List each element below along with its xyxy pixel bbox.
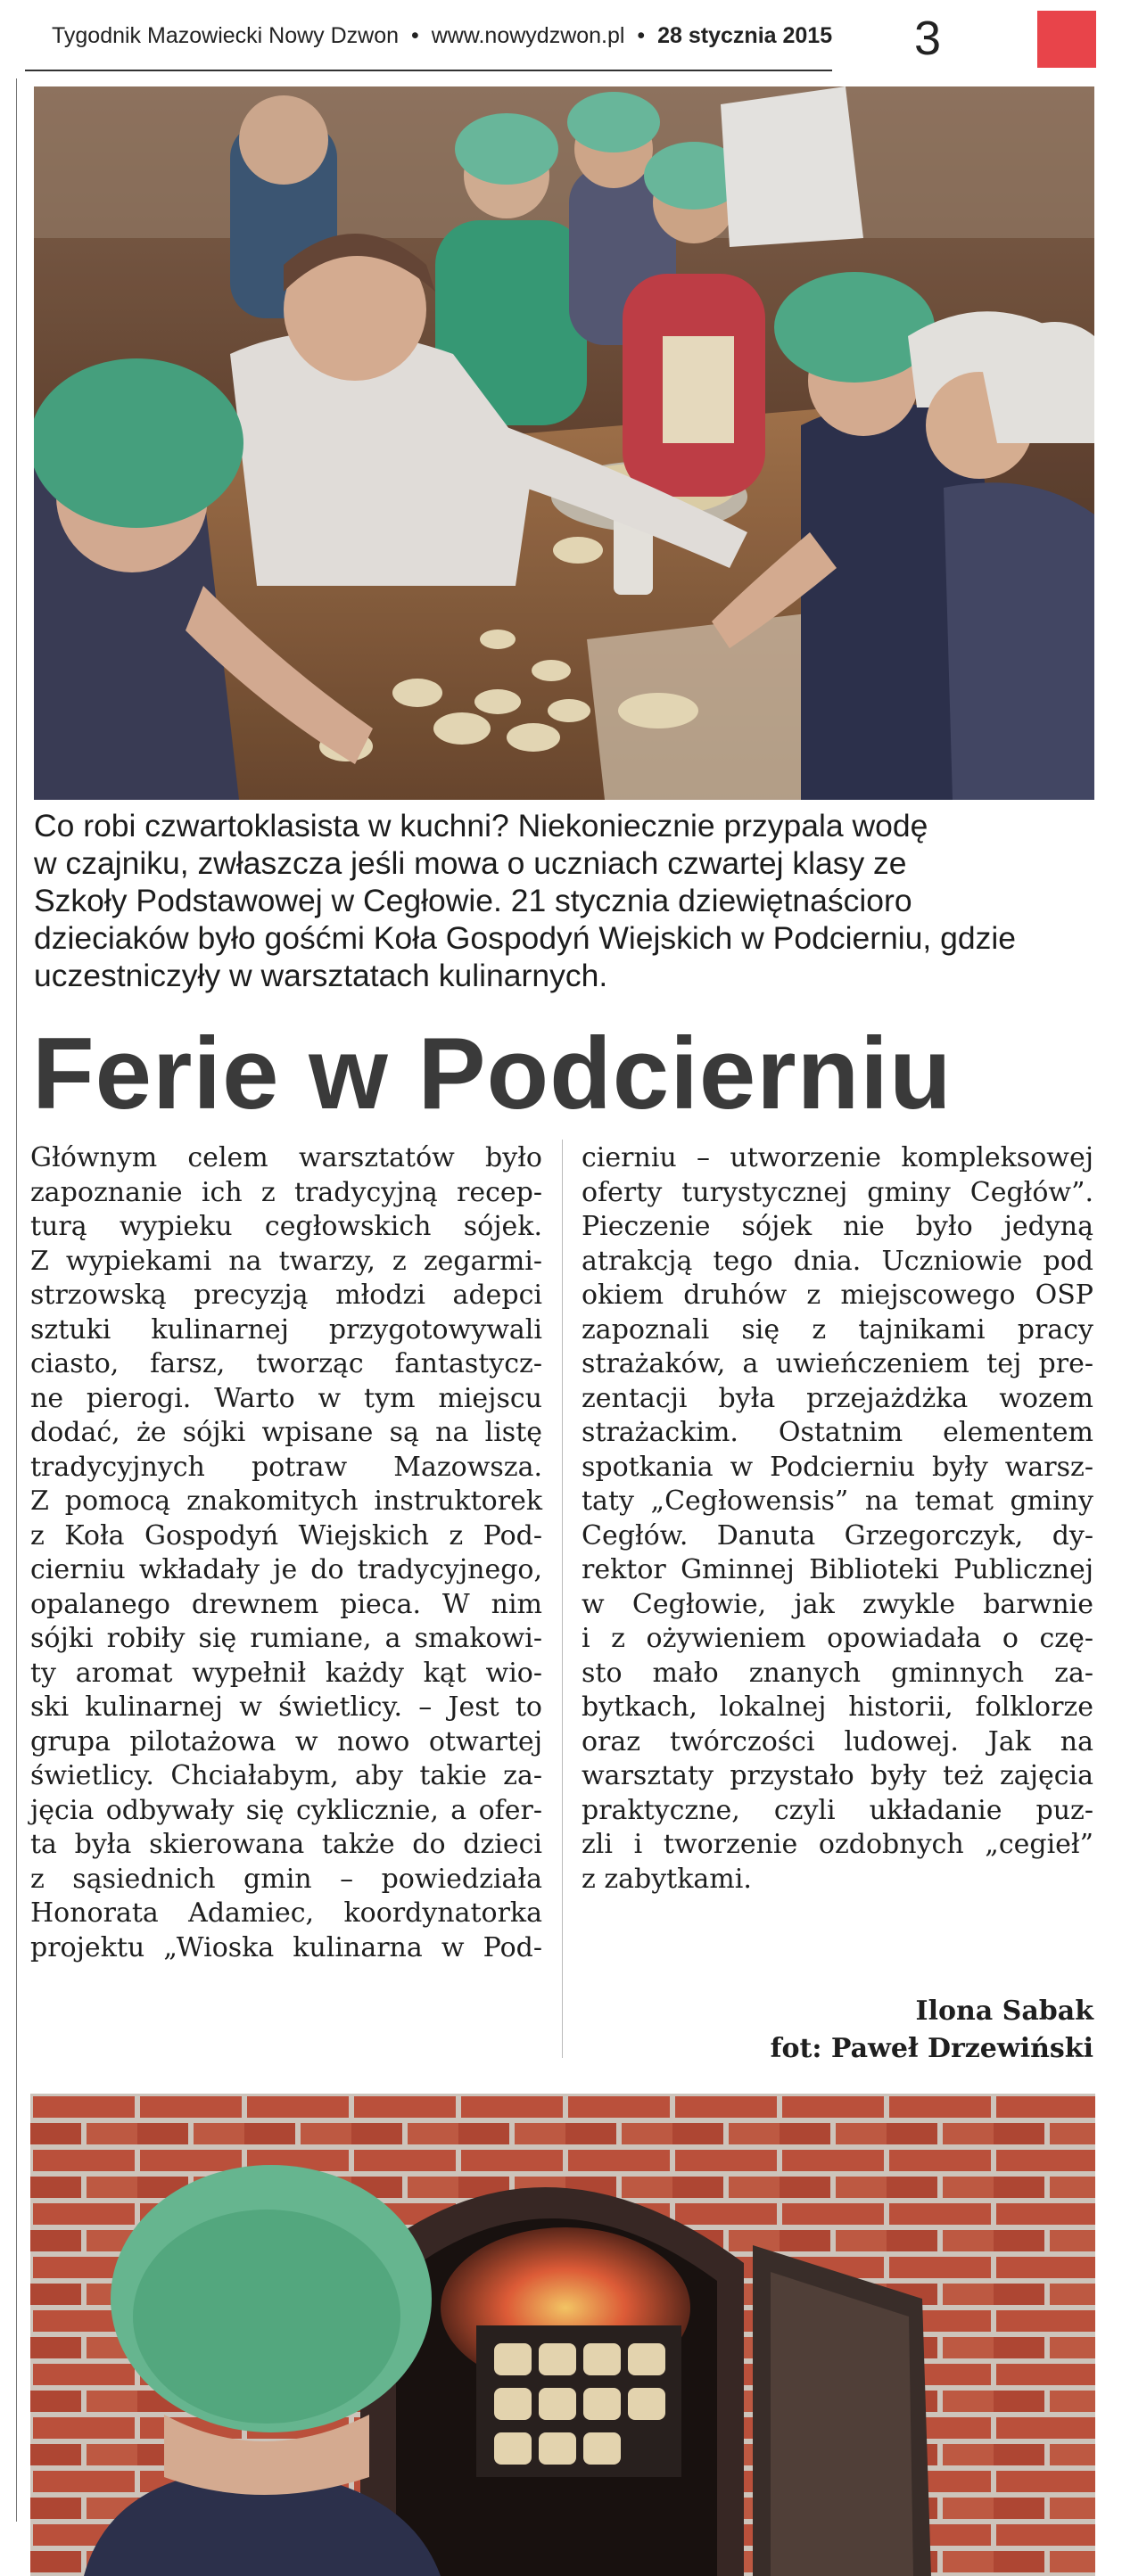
text-line: cierniu – utworzenie kompleksowej — [582, 1142, 1093, 1173]
text-line: świetlicy. Chciałabym, aby takie za- — [30, 1760, 542, 1791]
lead-line: w czajniku, zwłaszcza jeśli mowa o uczniach czwartej klasy ze — [34, 845, 907, 881]
article-headline: Ferie w Podcierniu — [32, 1017, 953, 1131]
text-line: ski kulinarnej w świetlicy. – Jest to — [30, 1691, 542, 1723]
text-line: bytkach, lokalnej historii, folklorze — [582, 1691, 1093, 1723]
page-header — [0, 0, 1122, 71]
text-line: spotkania w Podcierniu były warsz- — [582, 1451, 1093, 1483]
text-line: Z pomocą znakomitych instruktorek — [30, 1486, 542, 1517]
article-column-right — [582, 1141, 1093, 1897]
lead-line: Co robi czwartoklasista w kuchni? Niekoniecznie przypala wodę — [34, 808, 928, 844]
text-line: warsztaty przystało były też zajęcia — [582, 1760, 1093, 1791]
text-line: zapoznali się z tajnikami pracy — [582, 1313, 1093, 1346]
text-line: i z ożywieniem opowiadała o czę- — [582, 1623, 1093, 1654]
text-line: taty „Cegłowensis” na temat gminy — [582, 1486, 1093, 1517]
text-line: dodać, że sójki wpisane są na listę — [30, 1417, 542, 1448]
header-text — [52, 23, 832, 49]
text-line: zli i tworzenie ozdobnych „cegieł” — [582, 1829, 1093, 1860]
section-marker — [1037, 11, 1096, 68]
article-column-left — [30, 1141, 542, 1965]
text-line: strażaków, a uwieńczeniem tej pre- — [582, 1348, 1093, 1379]
text-line: z sąsiednich gmin – powiedziała — [30, 1863, 542, 1895]
text-line: okiem druhów z miejscowego OSP — [582, 1280, 1093, 1311]
text-line: ty aromat wypełnił każdy kąt wio- — [30, 1657, 542, 1689]
lead-line: dzieciaków było gośćmi Koła Gospodyń Wiejskich w Podcierniu, gdzie — [34, 920, 1017, 956]
website-link[interactable]: www.nowydzwon.pl — [431, 23, 625, 48]
text-line: Z wypiekami na twarzy, z zegarmi- — [30, 1245, 542, 1277]
article-lead — [34, 807, 1095, 994]
text-line: oraz twórczości ludowej. Jak na — [582, 1725, 1093, 1757]
text-line: turą wypieku cegłowskich sójek. — [30, 1211, 542, 1242]
text-line: zapoznanie ich z tradycyjną recep- — [30, 1176, 542, 1208]
issue-date: 28 stycznia 2015 — [657, 23, 833, 48]
photo-credit: fot: Paweł Drzewiński — [770, 2033, 1093, 2064]
photo-oven — [30, 2094, 1095, 2576]
text-line: cierniu wkładały je do tradycyjnego, — [30, 1554, 542, 1585]
text-line: praktyczne, czyli układanie puz- — [582, 1794, 1093, 1826]
text-line: opalanego drewnem pieca. W nim — [30, 1588, 542, 1620]
text-line: Cegłów. Danuta Grzegorczyk, dy- — [582, 1519, 1093, 1551]
text-line: z Koła Gospodyń Wiejskich z Pod- — [30, 1519, 542, 1551]
text-line: z zabytkami. — [582, 1863, 752, 1895]
text-line: ne pierogi. Warto w tym miejscu — [30, 1382, 542, 1414]
left-margin-rule — [16, 78, 17, 2522]
text-line: grupa pilotażowa w nowo otwartej — [30, 1725, 542, 1757]
text-line: strzowską precyzją młodzi adepci — [30, 1280, 542, 1311]
publication-name: Tygodnik Mazowiecki Nowy Dzwon — [52, 23, 400, 48]
text-line: Pieczenie sójek nie było jedyną — [582, 1211, 1093, 1242]
header-separator: • — [410, 23, 419, 48]
lead-line: uczestniczyły w warsztatach kulinarnych. — [34, 958, 608, 993]
text-line: projektu „Wioska kulinarna w Pod- — [30, 1931, 542, 1963]
text-line: oferty turystycznej gminy Cegłów”. — [582, 1176, 1093, 1208]
header-separator: • — [637, 23, 646, 48]
photo-kitchen-workshop — [34, 86, 1094, 800]
text-line: Głównym celem warsztatów było — [30, 1142, 542, 1173]
text-line: atrakcją tego dnia. Uczniowie pod — [582, 1245, 1093, 1277]
text-line: strażackim. Ostatnim elementem — [582, 1417, 1093, 1448]
text-line: ciasto, farsz, tworząc fantastycz- — [30, 1348, 542, 1379]
text-line: zentacji była przejażdżka wozem — [582, 1382, 1093, 1414]
text-line: jęcia odbywały się cyklicznie, a ofer- — [30, 1794, 542, 1826]
text-line: sto mało znanych gminnych za- — [582, 1657, 1093, 1689]
text-line: rektor Gminnej Biblioteki Publicznej — [582, 1554, 1093, 1585]
text-line: ta była skierowana także do dzieci — [30, 1829, 542, 1860]
header-divider — [25, 70, 832, 71]
text-line: tradycyjnych potraw Mazowsza. — [30, 1451, 542, 1483]
text-line: sójki robiły się rumiane, a smakowi- — [30, 1623, 542, 1654]
column-divider — [562, 1140, 563, 2058]
text-line: sztuki kulinarnej przygotowywali — [30, 1313, 542, 1346]
lead-line: Szkoły Podstawowej w Cegłowie. 21 stycznia dziewiętnaścioro — [34, 883, 912, 918]
article-author: Ilona Sabak — [915, 1996, 1093, 2027]
page-number: 3 — [914, 12, 942, 65]
text-line: Honorata Adamiec, koordynatorka — [30, 1897, 542, 1929]
text-line: w Cegłowie, jak zwykle barwnie — [582, 1588, 1093, 1620]
